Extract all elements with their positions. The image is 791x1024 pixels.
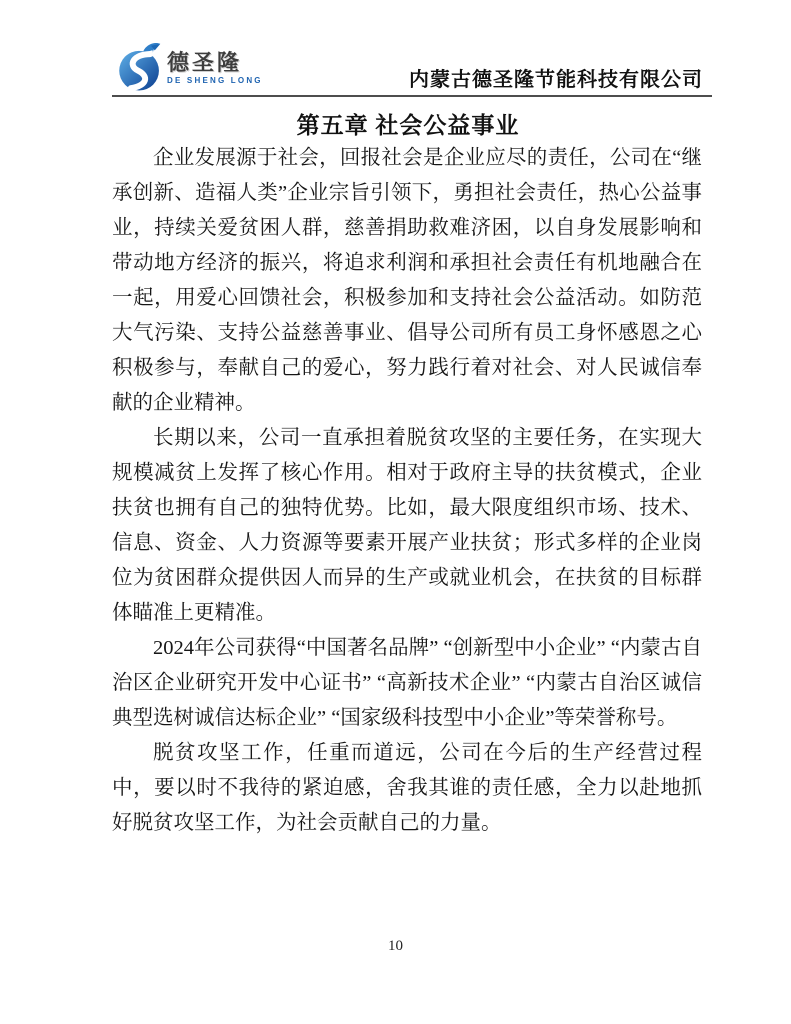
document-body bbox=[112, 141, 702, 841]
page-number: 10 bbox=[388, 938, 403, 954]
dragon-s-circle-icon bbox=[116, 42, 164, 92]
paragraph-3: 2024年公司获得“中国著名品牌” “创新型中小企业” “内蒙古自治区企业研究开发中心证书” “高新技术企业” “内蒙古自治区诚信典型选树诚信达标企业” “国家级科技型中小企业”等荣誉称号。 bbox=[112, 637, 702, 729]
logo-name-en: DE SHENG LONG bbox=[167, 76, 263, 85]
logo-text bbox=[167, 52, 263, 85]
chapter-title: 第五章 社会公益事业 bbox=[296, 113, 520, 138]
header-divider bbox=[112, 95, 712, 97]
company-name: 内蒙古德圣隆节能科技有限公司 bbox=[409, 69, 703, 91]
paragraph-2: 长期以来，公司一直承担着脱贫攻坚的主要任务，在实现大规模减贫上发挥了核心作用。相对于政府主导的扶贫模式，企业扶贫也拥有自己的独特优势。比如，最大限度组织市场、技术、信息、资金、人力资源等要素开展产业扶贫；形式多样的企业岗位为贫困群众提供因人而异的生产或就业机会，在扶贫的目标群体瞄准上更精准。 bbox=[112, 427, 702, 624]
company-logo bbox=[116, 42, 263, 92]
logo-name-cn: 德圣隆 bbox=[167, 50, 243, 75]
paragraph-4: 脱贫攻坚工作，任重而道远，公司在今后的生产经营过程中，要以时不我待的紧迫感，舍我其谁的责任感，全力以赴地抓好脱贫攻坚工作，为社会贡献自己的力量。 bbox=[112, 742, 702, 834]
paragraph-1: 企业发展源于社会，回报社会是企业应尽的责任，公司在“继承创新、造福人类”企业宗旨引领下，勇担社会责任，热心公益事业，持续关爱贫困人群，慈善捐助救难济困，以自身发展影响和带动地方经济的振兴，将追求利润和承担社会责任有机地融合在一起，用爱心回馈社会，积极参加和支持社会公益活动。如防范大气污染、支持公益慈善事业、倡导公司所有员工身怀感恩之心积极参与，奉献自己的爱心，努力践行着对社会、对人民诚信奉献的企业精神。 bbox=[112, 147, 702, 414]
